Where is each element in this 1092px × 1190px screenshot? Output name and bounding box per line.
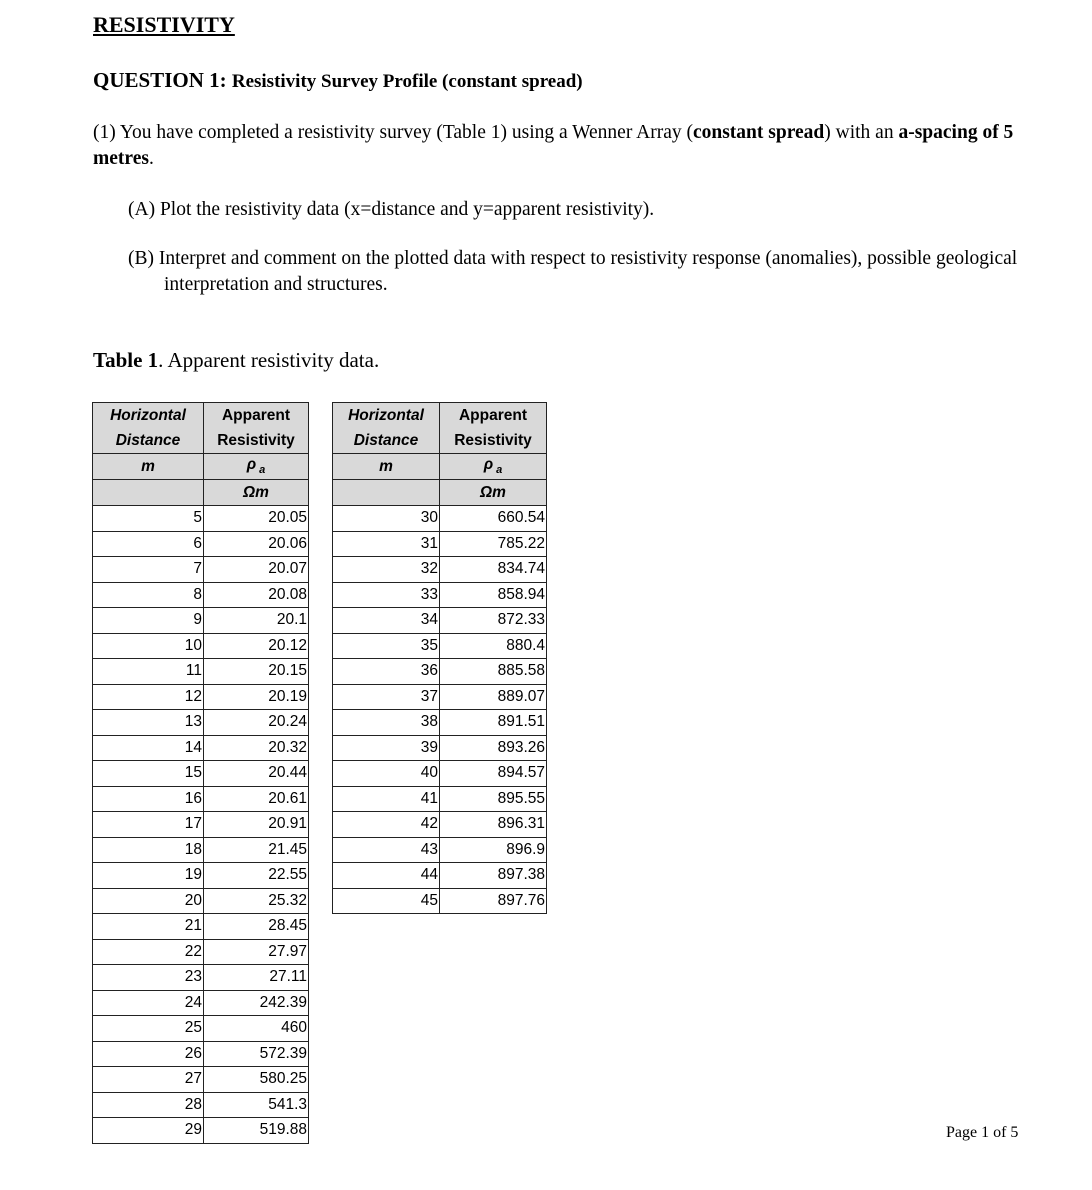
distance-cell: 19 — [93, 863, 204, 889]
table-row — [93, 582, 309, 608]
intro-text: (1) You have completed a resistivity survey (Table 1) using a Wenner Array ( — [93, 122, 693, 143]
resistivity-cell: 242.39 — [204, 990, 309, 1016]
distance-cell: 41 — [333, 786, 440, 812]
distance-cell: 27 — [93, 1067, 204, 1093]
intro-text: ) with an — [824, 122, 899, 143]
header-resistivity: Apparent Resistivity — [204, 403, 309, 454]
distance-cell: 20 — [93, 888, 204, 914]
table-row — [333, 608, 547, 634]
distance-cell: 32 — [333, 557, 440, 583]
table-row — [333, 863, 547, 889]
resistivity-cell: 660.54 — [440, 506, 547, 532]
table-row — [93, 965, 309, 991]
table-row — [93, 659, 309, 685]
resistivity-cell: 25.32 — [204, 888, 309, 914]
header-distance: Horizontal Distance — [333, 403, 440, 454]
resistivity-cell: 785.22 — [440, 531, 547, 557]
distance-cell: 10 — [93, 633, 204, 659]
resistivity-cell: 20.32 — [204, 735, 309, 761]
resistivity-cell: 20.06 — [204, 531, 309, 557]
resistivity-cell: 20.1 — [204, 608, 309, 634]
table-caption-text: . Apparent resistivity data. — [158, 348, 380, 372]
resistivity-cell: 897.38 — [440, 863, 547, 889]
resistivity-cell: 460 — [204, 1016, 309, 1042]
table-row — [93, 761, 309, 787]
intro-text: . — [148, 148, 154, 169]
table-row — [333, 812, 547, 838]
resistivity-cell: 27.11 — [204, 965, 309, 991]
table-row — [93, 684, 309, 710]
distance-cell: 14 — [93, 735, 204, 761]
distance-cell: 43 — [333, 837, 440, 863]
distance-cell: 28 — [93, 1092, 204, 1118]
distance-cell: 15 — [93, 761, 204, 787]
resistivity-cell: 28.45 — [204, 914, 309, 940]
resistivity-cell: 20.12 — [204, 633, 309, 659]
table-row — [333, 506, 547, 532]
header-resistivity: Apparent Resistivity — [440, 403, 547, 454]
resistivity-cell: 20.91 — [204, 812, 309, 838]
table-row — [93, 1016, 309, 1042]
resistivity-cell: 20.15 — [204, 659, 309, 685]
resistivity-cell: 880.4 — [440, 633, 547, 659]
resistivity-cell: 27.97 — [204, 939, 309, 965]
header-resistivity-unit: Ωm — [204, 480, 309, 506]
question-title: Resistivity Survey Profile (constant spread) — [231, 71, 583, 92]
distance-cell: 36 — [333, 659, 440, 685]
distance-cell: 11 — [93, 659, 204, 685]
distance-cell: 35 — [333, 633, 440, 659]
distance-cell: 39 — [333, 735, 440, 761]
table-row — [93, 1118, 309, 1144]
distance-cell: 30 — [333, 506, 440, 532]
header-resistivity-unit: Ωm — [440, 480, 547, 506]
distance-cell: 26 — [93, 1041, 204, 1067]
resistivity-cell: 885.58 — [440, 659, 547, 685]
table-row — [93, 1067, 309, 1093]
table-row — [333, 710, 547, 736]
resistivity-cell: 20.61 — [204, 786, 309, 812]
table-row — [93, 914, 309, 940]
distance-cell: 38 — [333, 710, 440, 736]
resistivity-cell: 20.24 — [204, 710, 309, 736]
resistivity-cell: 21.45 — [204, 837, 309, 863]
intro-bold-spread: constant spread — [692, 122, 825, 143]
distance-cell: 9 — [93, 608, 204, 634]
header-rho-symbol: ρ $_a$ — [204, 454, 309, 480]
distance-cell: 5 — [93, 506, 204, 532]
resistivity-cell: 20.08 — [204, 582, 309, 608]
distance-cell: 37 — [333, 684, 440, 710]
table-row — [93, 939, 309, 965]
table-row — [93, 888, 309, 914]
distance-cell: 21 — [93, 914, 204, 940]
distance-cell: 8 — [93, 582, 204, 608]
distance-cell: 44 — [333, 863, 440, 889]
resistivity-cell: 897.76 — [440, 888, 547, 914]
distance-cell: 45 — [333, 888, 440, 914]
table-row — [333, 557, 547, 583]
resistivity-cell: 20.19 — [204, 684, 309, 710]
table-row — [333, 684, 547, 710]
distance-cell: 25 — [93, 1016, 204, 1042]
table-row — [333, 735, 547, 761]
table-row — [333, 786, 547, 812]
resistivity-cell: 519.88 — [204, 1118, 309, 1144]
table-row — [93, 990, 309, 1016]
table-row — [93, 608, 309, 634]
table-row — [333, 659, 547, 685]
page-number: Page 1 of 5 — [946, 1124, 1019, 1141]
table-caption — [93, 348, 379, 373]
distance-cell: 13 — [93, 710, 204, 736]
task-a: (A) Plot the resistivity data (x=distance and y=apparent resistivity). — [128, 199, 655, 220]
distance-cell: 40 — [333, 761, 440, 787]
distance-cell: 16 — [93, 786, 204, 812]
distance-cell: 24 — [93, 990, 204, 1016]
table-row — [93, 1092, 309, 1118]
table-body-right — [333, 506, 547, 914]
table-row — [333, 837, 547, 863]
table-row — [333, 761, 547, 787]
distance-cell: 22 — [93, 939, 204, 965]
resistivity-cell: 891.51 — [440, 710, 547, 736]
table-row — [93, 837, 309, 863]
resistivity-cell: 834.74 — [440, 557, 547, 583]
table-row — [93, 531, 309, 557]
resistivity-cell: 580.25 — [204, 1067, 309, 1093]
header-blank — [93, 480, 204, 506]
resistivity-cell: 896.31 — [440, 812, 547, 838]
table-row — [93, 710, 309, 736]
header-blank — [333, 480, 440, 506]
question-heading — [93, 68, 583, 93]
intro-bold-spacing: a-spacing of 5 metres — [93, 122, 1014, 169]
distance-cell: 33 — [333, 582, 440, 608]
distance-cell: 6 — [93, 531, 204, 557]
distance-cell: 7 — [93, 557, 204, 583]
distance-cell: 31 — [333, 531, 440, 557]
table-row — [93, 735, 309, 761]
table-row — [93, 506, 309, 532]
resistivity-cell: 20.05 — [204, 506, 309, 532]
resistivity-cell: 20.44 — [204, 761, 309, 787]
distance-cell: 42 — [333, 812, 440, 838]
resistivity-cell: 572.39 — [204, 1041, 309, 1067]
header-distance: Horizontal Distance — [93, 403, 204, 454]
resistivity-cell: 893.26 — [440, 735, 547, 761]
question-intro — [93, 120, 1043, 172]
table-row — [333, 633, 547, 659]
resistivity-cell: 896.9 — [440, 837, 547, 863]
document-title: RESISTIVITY — [93, 12, 235, 37]
resistivity-cell: 894.57 — [440, 761, 547, 787]
resistivity-cell: 895.55 — [440, 786, 547, 812]
question-number: QUESTION 1: — [93, 68, 227, 92]
distance-cell: 34 — [333, 608, 440, 634]
resistivity-cell: 20.07 — [204, 557, 309, 583]
table-row — [93, 1041, 309, 1067]
table-row — [93, 812, 309, 838]
header-distance-unit: m — [93, 454, 204, 480]
resistivity-cell: 858.94 — [440, 582, 547, 608]
table-row — [333, 888, 547, 914]
distance-cell: 18 — [93, 837, 204, 863]
table-row — [93, 863, 309, 889]
distance-cell: 17 — [93, 812, 204, 838]
distance-cell: 23 — [93, 965, 204, 991]
distance-cell: 12 — [93, 684, 204, 710]
resistivity-table-left — [92, 402, 309, 1144]
header-rho-symbol: ρ $_a$ — [440, 454, 547, 480]
header-distance-unit: m — [333, 454, 440, 480]
resistivity-cell: 541.3 — [204, 1092, 309, 1118]
task-b: (B) Interpret and comment on the plotted data with respect to resistivity response (anomalies), possible geological interpretation and structures. — [128, 248, 1018, 295]
table-row — [93, 557, 309, 583]
table-caption-label: Table 1 — [93, 348, 159, 372]
resistivity-cell: 22.55 — [204, 863, 309, 889]
table-body-left — [93, 506, 309, 1144]
resistivity-cell: 889.07 — [440, 684, 547, 710]
table-row — [93, 633, 309, 659]
table-row — [333, 531, 547, 557]
distance-cell: 29 — [93, 1118, 204, 1144]
table-row — [93, 786, 309, 812]
resistivity-table-right — [332, 402, 547, 914]
table-row — [333, 582, 547, 608]
resistivity-cell: 872.33 — [440, 608, 547, 634]
